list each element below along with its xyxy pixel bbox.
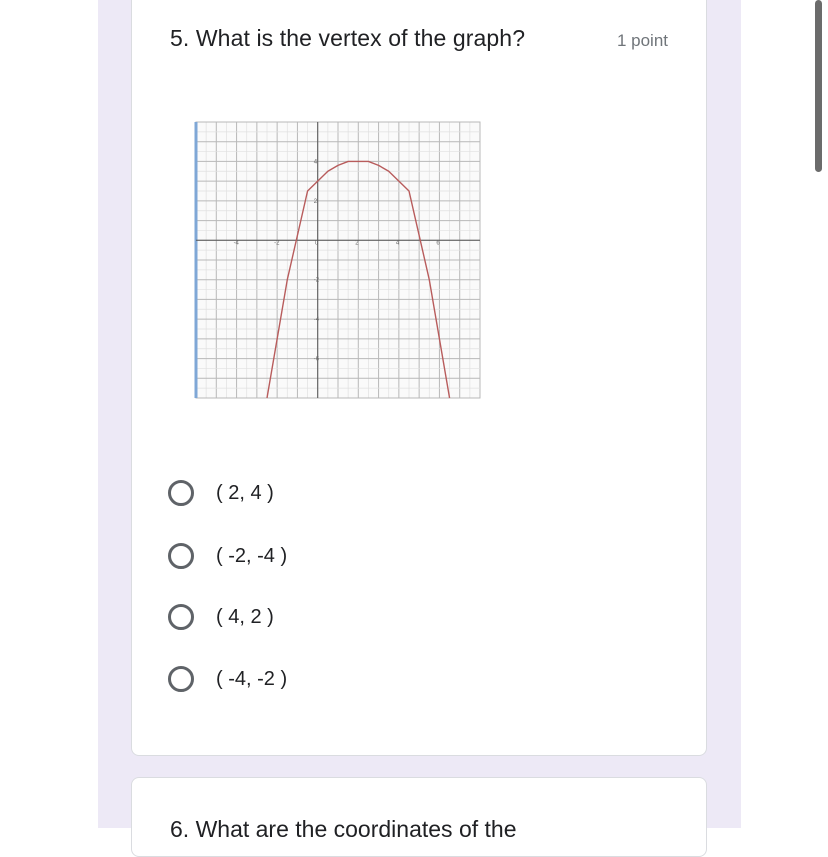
parabola-graph (190, 116, 486, 404)
y-tick-label: 2 (313, 198, 318, 205)
x-tick-label: 2 (355, 240, 359, 247)
y-tick-label: -4 (313, 317, 320, 324)
next-question-card (131, 777, 707, 857)
next-question-title: 6. What are the coordinates of the (170, 816, 517, 842)
question-title: 5. What is the vertex of the graph? (170, 25, 526, 51)
radio-button[interactable] (168, 666, 194, 692)
option-2[interactable] (168, 539, 287, 573)
option-3[interactable] (168, 600, 274, 634)
question-card (131, 0, 707, 756)
option-label: ( -4, -2 ) (216, 667, 288, 690)
radio-button[interactable] (168, 543, 194, 569)
x-tick-label: 6 (436, 240, 440, 247)
scrollbar-thumb[interactable] (815, 0, 822, 172)
radio-button[interactable] (168, 480, 194, 506)
graph-grid (196, 122, 480, 398)
question-points: 1 point (616, 31, 668, 50)
x-tick-label: 0 (314, 240, 319, 247)
y-tick-label: -6 (313, 356, 320, 363)
y-tick-label: -2 (313, 277, 320, 284)
option-label: ( -2, -4 ) (216, 544, 288, 567)
option-label: ( 2, 4 ) (216, 481, 274, 504)
option-label: ( 4, 2 ) (216, 605, 274, 628)
x-tick-label: -2 (274, 240, 280, 247)
option-1[interactable] (168, 476, 274, 510)
x-tick-label: -4 (233, 240, 239, 247)
radio-button[interactable] (168, 604, 194, 630)
y-tick-label: 4 (313, 159, 318, 166)
option-4[interactable] (168, 662, 287, 696)
x-tick-label: 4 (395, 240, 400, 247)
